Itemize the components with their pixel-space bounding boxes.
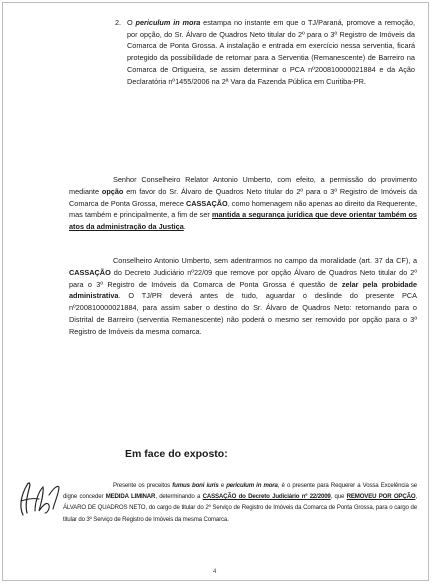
text-run: Conselheiro Antonio Umberto, sem adentrarmos no campo da moralidade (art. 37 da CF), a — [113, 256, 417, 265]
emphasis-bold-underlined: CASSAÇÃO do Decreto Judiciário nº 22/2009 — [202, 493, 331, 501]
text-run: . — [183, 222, 186, 232]
emphasis-bold-underlined: mantida a segurança jurídica que deve orientar também os atos da administração da Justiça — [69, 210, 417, 232]
paragraph-text — [127, 17, 415, 87]
emphasis-bold: CASSAÇÃO — [69, 267, 111, 277]
handwritten-signature — [9, 471, 69, 523]
text-run: Presente os preceitos — [113, 482, 173, 489]
text-run: , é o presente para Requerer a Vossa Excelência se digne conceder — [63, 482, 418, 501]
paragraph-text — [63, 480, 417, 525]
text-run: O — [127, 18, 136, 27]
paragraph-periculum — [115, 17, 415, 87]
paragraph-text — [69, 255, 417, 338]
emphasis-bold-underlined: REMOVEU POR OPÇÃO — [346, 493, 416, 501]
paragraph-relator — [69, 174, 417, 233]
emphasis-latin: periculum in mora — [226, 482, 278, 489]
text-run: , como homenagem não apenas ao direito da Requerente, mas também e principalmente, a fim de ser — [69, 198, 417, 220]
emphasis-bold: MEDIDA LIMINAR — [105, 493, 156, 501]
text-run: Senhor Conselheiro Relator Antonio Umberto, com efeito, a permissão do provimento mediante — [69, 175, 417, 196]
text-run: , determinando a — [155, 493, 203, 501]
text-run: e — [218, 482, 227, 489]
text-run: , ÁLVARO DE QUADROS NETO, do cargo de titular do 2º Serviço de Registro de Imóveis da Comarca de Ponta Grossa, para o cargo de titular do 3º Serviço de Registro de Imóveis da mesma Comarca. — [63, 493, 417, 523]
text-run: . O TJ/PR deverá antes de tudo, aguardar o deslinde do presente PCA nº200810000021884, para assim saber o destino do Sr. Álvaro de Quadros Neto: retornando para o Distrital de Barreiro (serventia Remanescente) não poderá o mesmo ser removido por opção para o 3º Registro de Imóveis da mesma comarca. — [69, 291, 417, 336]
text-run: do Decreto Judiciário nº22/09 que remove por opção Álvaro de Quadros Neto titular do 2º para o 3º Registro de Imóveis da Comarca de Ponta Grossa é questão de — [69, 267, 417, 289]
page-number: 4 — [213, 569, 217, 575]
text-run: estampa no instante em que o TJ/Paraná, promove a remoção, por opção, do Sr. Álvaro de Quadros Neto titular do 2º para o 3º Registro de Imóveis da Comarca de Ponta Grossa. A instalação e entrada em exercício nessa serventia, ficará protegido da possibilidade de retornar para a Serventia (Remanescente) de Barreiro na Comarca de Ortigueira, se assim determinar o PCA nº200810000021884 e da Ação Declaratória nº1455/2006 na 2ª Vara da Fazenda Pública em Curitiba-PR. — [127, 18, 415, 86]
paragraph-text — [69, 174, 417, 233]
text-run: , que — [330, 493, 347, 501]
emphasis-bold: zelar pela probidade administrativa — [69, 279, 418, 301]
section-heading: Em face do exposto: — [125, 448, 228, 460]
emphasis-latin: fumus boni iuris — [172, 482, 219, 489]
page-content — [3, 3, 430, 582]
paragraph-request — [63, 480, 417, 525]
emphasis-bold: CASSAÇÃO — [185, 198, 228, 208]
text-run: em favor do Sr. Álvaro de Quadros Neto titular do 2º para o 3º Registro de Imóveis da Comarca de Ponta Grossa, merece — [69, 186, 417, 208]
emphasis-latin: periculum in mora — [135, 18, 201, 27]
item-number: 2. — [115, 18, 122, 27]
paragraph-moralidade — [69, 255, 417, 338]
emphasis-bold: opção — [101, 186, 124, 196]
document-page — [2, 2, 429, 581]
